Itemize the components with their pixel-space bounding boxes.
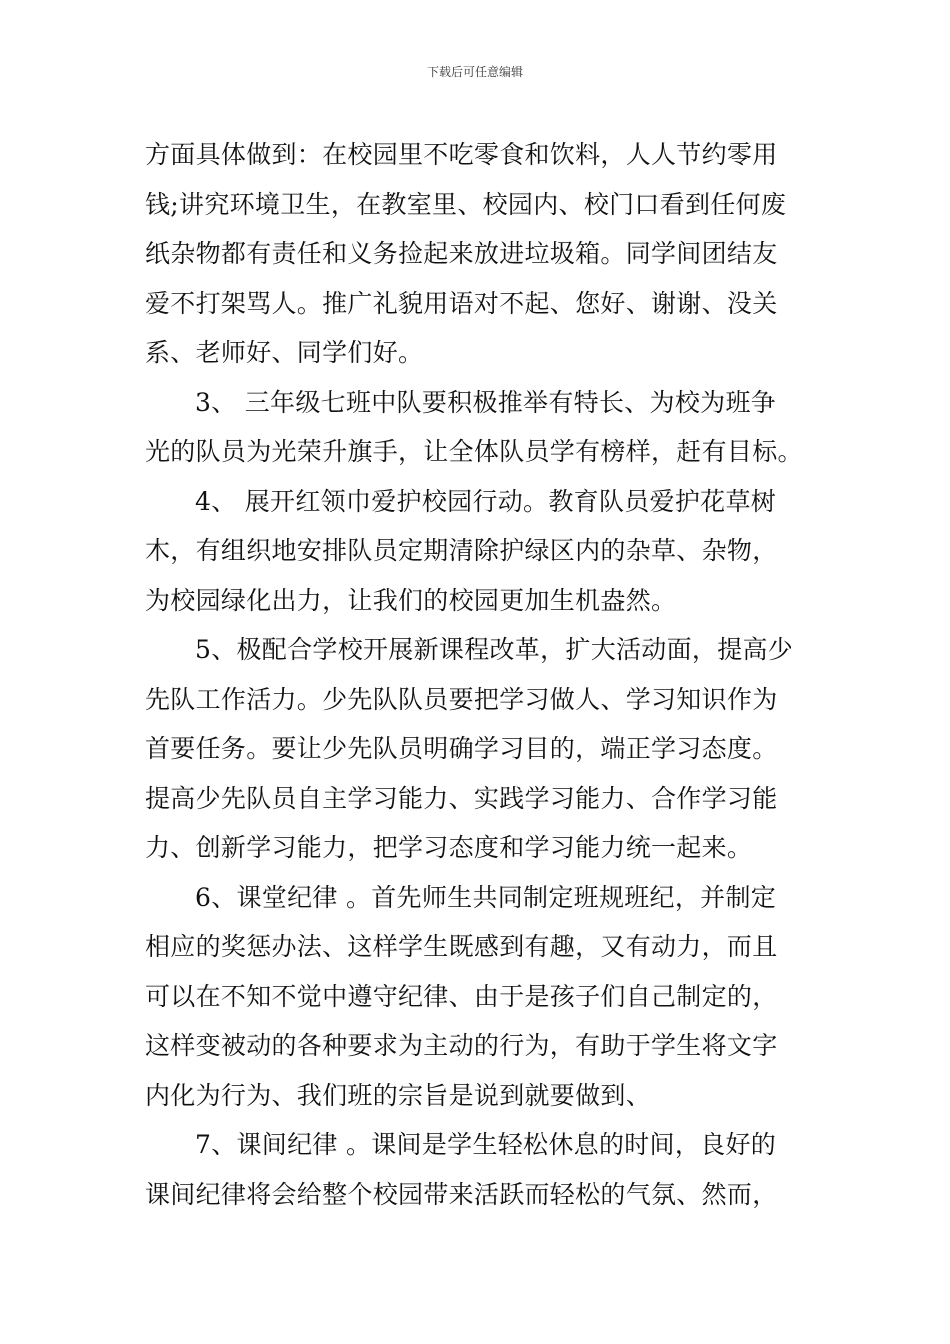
text-line: 可以在不知不觉中遵守纪律、由于是孩子们自己制定的， <box>145 981 778 1011</box>
text-line: 这样变被动的各种要求为主动的行为，有助于学生将文字 <box>145 1031 778 1060</box>
text-line: 力、创新学习能力，把学习态度和学习能力统一起来。 <box>145 833 753 862</box>
text-line: 光的队员为光荣升旗手，让全体队员学有榜样，赶有目标。 <box>145 437 803 466</box>
text-line: 钱;讲究环境卫生，在教室里、校园内、校门口看到任何废 <box>145 189 787 219</box>
text-line: 系、老师好、同学们好。 <box>145 338 424 367</box>
text-line: 课间纪律将会给整个校园带来活跃而轻松的气氛、然而， <box>145 1179 778 1209</box>
paragraph-4-start: 4、 展开红领巾爱护校园行动。教育队员爱护花草树 <box>195 486 777 516</box>
text-line: 纸杂物都有责任和义务捡起来放进垃圾箱。同学间团结友 <box>145 239 778 268</box>
paragraph-7-start: 7、课间纪律 。课间是学生轻松休息的时间，良好的 <box>195 1130 777 1159</box>
document-body <box>145 130 810 1219</box>
paragraph-5-start: 5、极配合学校开展新课程改革，扩大活动面，提高少 <box>195 635 794 664</box>
text-line: 爱不打架骂人。推广礼貌用语对不起、您好、谢谢、没关 <box>145 288 778 318</box>
paragraph-3-start: 3、 三年级七班中队要积极推举有特长、为校为班争 <box>195 387 777 417</box>
text-line: 首要任务。要让少先队员明确学习目的，端正学习态度。 <box>145 734 778 763</box>
text-line: 木，有组织地安排队员定期清除护绿区内的杂草、杂物， <box>145 536 778 565</box>
text-line: 先队工作活力。少先队队员要把学习做人、学习知识作为 <box>145 684 778 714</box>
paragraph-6-start: 6、课堂纪律 。首先师生共同制定班规班纪，并制定 <box>195 882 777 912</box>
text-line: 相应的奖惩办法、这样学生既感到有趣，又有动力，而且 <box>145 932 778 961</box>
text-line: 提高少先队员自主学习能力、实践学习能力、合作学习能 <box>145 783 778 813</box>
page-header: 下载后可任意编辑 <box>426 65 523 79</box>
text-line: 方面具体做到：在校园里不吃零食和饮料，人人节约零用 <box>145 140 778 169</box>
text-line: 内化为行为、我们班的宗旨是说到就要做到、 <box>145 1080 652 1110</box>
text-line: 为校园绿化出力，让我们的校园更加生机盎然。 <box>145 585 677 615</box>
